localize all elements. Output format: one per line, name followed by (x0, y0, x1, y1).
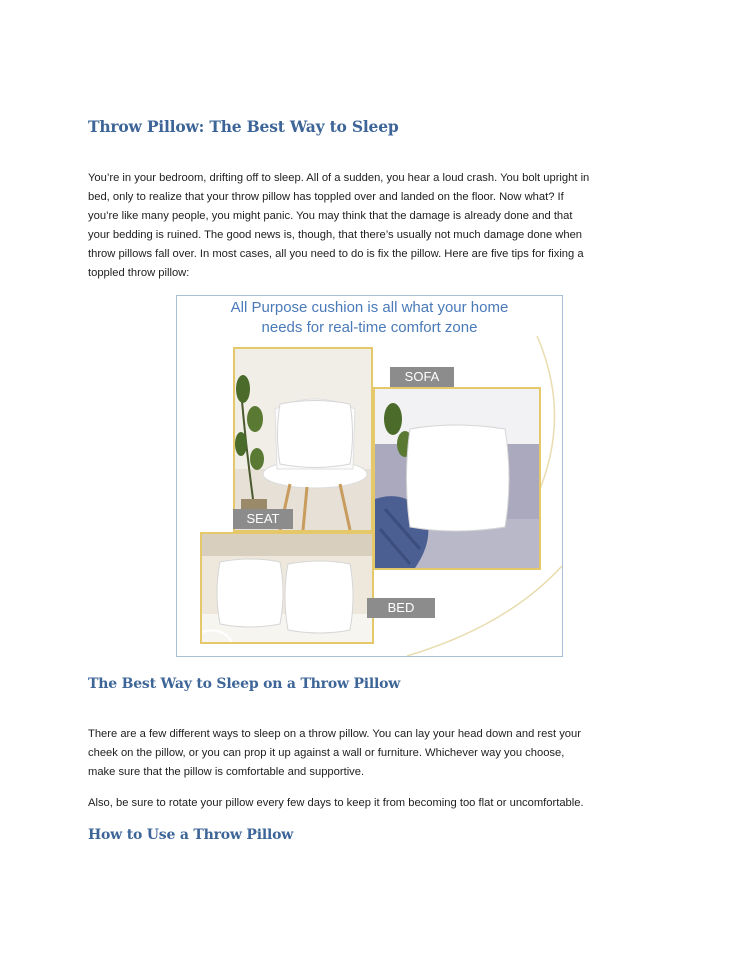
intro-line: You’re in your bedroom, drifting off to sleep. All of a sudden, you hear a loud crash. You bolt upright in (88, 172, 590, 184)
intro-line: you’re like many people, you might panic. You may think that the damage is already done and that (88, 210, 573, 222)
figure-title-line: All Purpose cushion is all what your home (230, 299, 509, 316)
seat-tag: SEAT (233, 509, 293, 529)
best-way-heading: The Best Way to Sleep on a Throw Pillow (88, 676, 401, 692)
figure-title-line: needs for real-time comfort zone (261, 319, 478, 336)
intro-line: throw pillows fall over. In most cases, all you need to do is fix the pillow. Here are five tips for fixing a (88, 248, 584, 260)
best-way-line: There are a few different ways to sleep on a throw pillow. You can lay your head down and rest your (88, 728, 581, 740)
intro-line: toppled throw pillow: (88, 267, 190, 279)
sofa-photo (373, 387, 541, 570)
intro-line: bed, only to realize that your throw pillow has toppled over and landed on the floor. Now what? If (88, 191, 564, 203)
how-to-heading: How to Use a Throw Pillow (88, 827, 294, 843)
seat-photo (233, 347, 373, 532)
bed-photo (200, 532, 374, 644)
best-way-paragraph (88, 725, 653, 782)
intro-line: your bedding is ruined. The good news is, though, that there’s usually not much damage done when (88, 229, 583, 241)
intro-paragraph (88, 169, 653, 283)
bed-tag: BED (367, 598, 435, 618)
figure-title (177, 298, 562, 338)
sofa-tag: SOFA (390, 367, 454, 387)
best-way-line: cheek on the pillow, or you can prop it up against a wall or furniture. Whichever way you choose, (88, 747, 565, 759)
rotate-tip-paragraph: Also, be sure to rotate your pillow every few days to keep it from becoming too flat or uncomfortable. (88, 797, 584, 809)
main-heading: Throw Pillow: The Best Way to Sleep (88, 117, 399, 136)
cushion-product-image (176, 295, 563, 657)
best-way-line: make sure that the pillow is comfortable and supportive. (88, 766, 365, 778)
